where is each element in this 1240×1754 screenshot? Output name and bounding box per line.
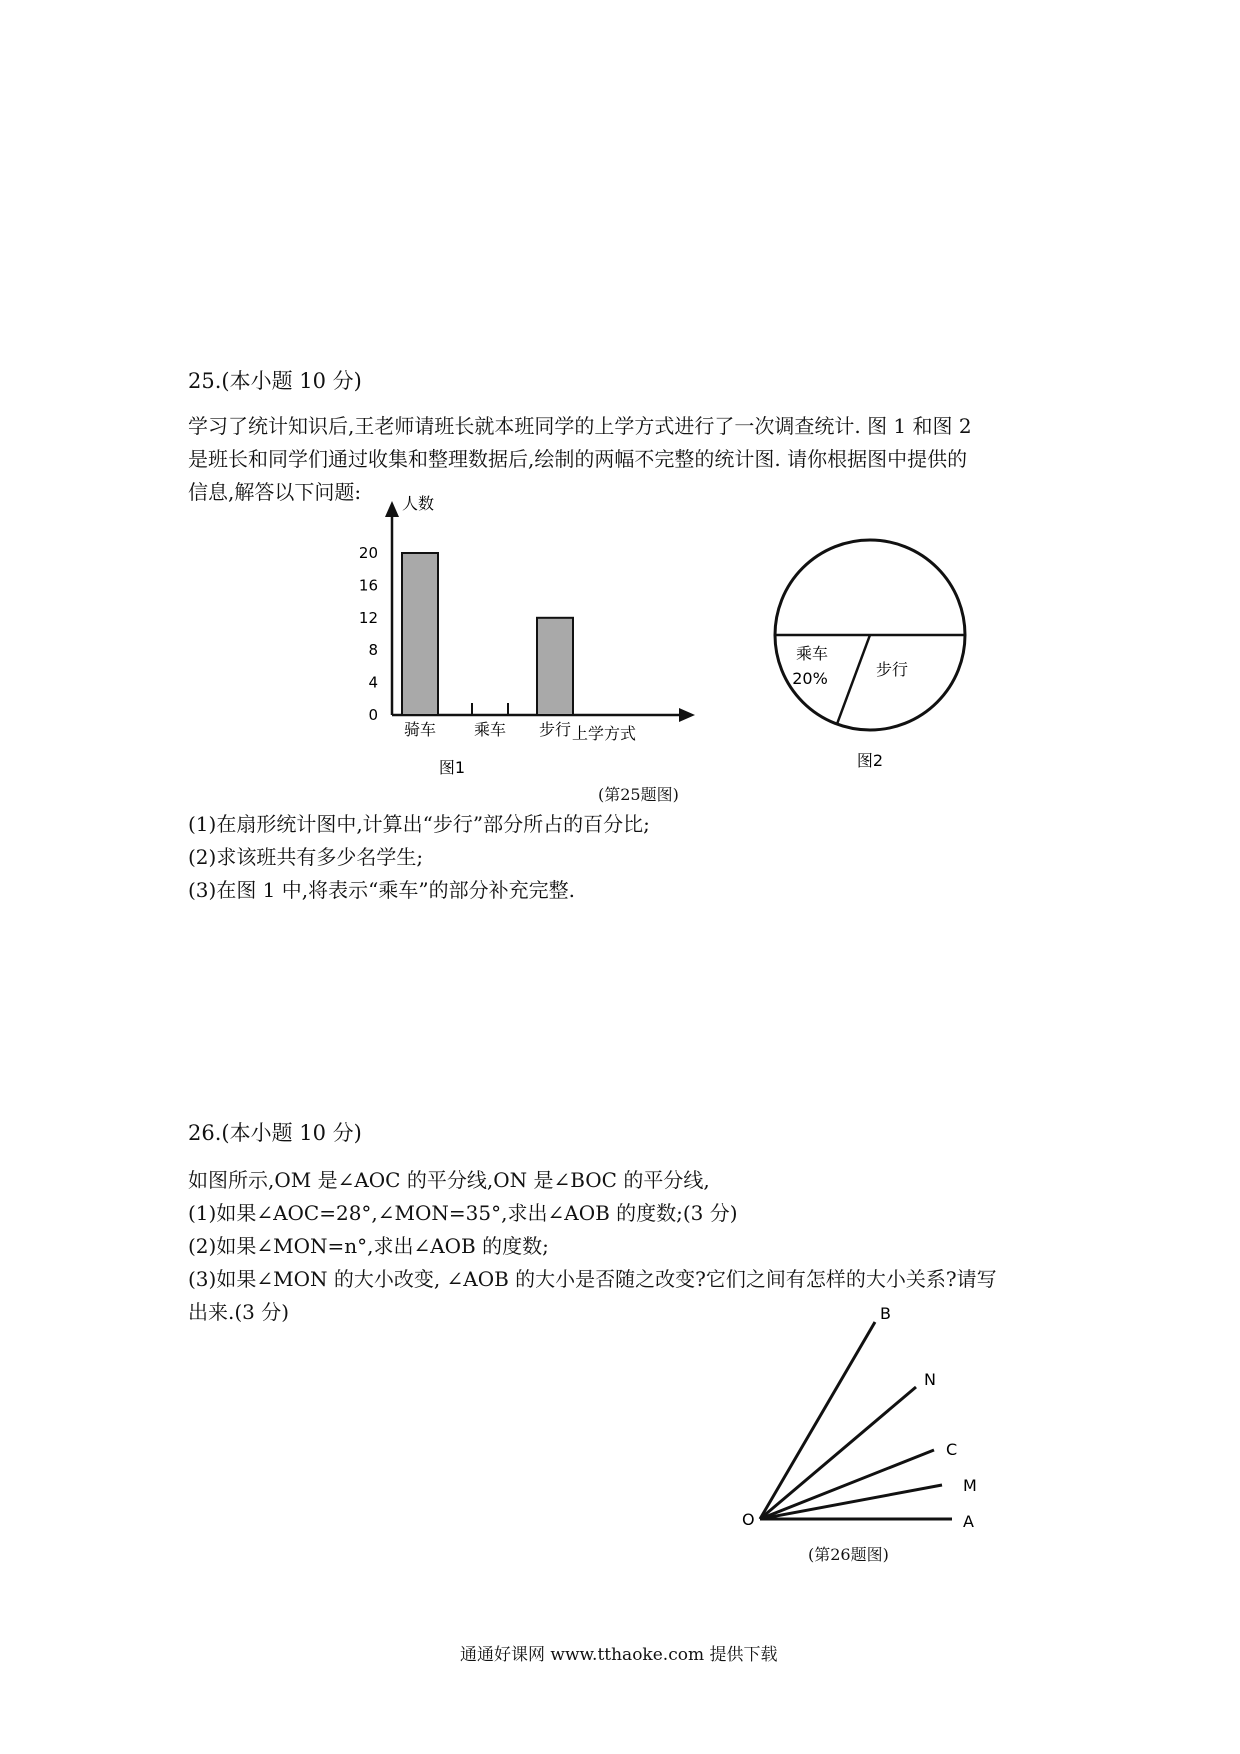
bar-chart: [350, 495, 730, 785]
q26-line-4: (3)如果∠MON 的大小改变, ∠AOB 的大小是否随之改变?它们之间有怎样的大小关系?请写: [188, 1267, 997, 1291]
y-tick-label: 12: [358, 608, 378, 627]
page-footer: 通通好课网 www.tthaoke.com 提供下载: [460, 1645, 778, 1665]
q25-intro-line-2: 是班长和同学们通过收集和整理数据后,绘制的两幅不完整的统计图. 请你根据图中提供的: [188, 447, 968, 471]
pie-slice-value-bus: 20%: [792, 669, 828, 688]
y-tick-label: 0: [368, 706, 378, 724]
bar-2: [537, 618, 573, 715]
x-tick-label: 骑车: [403, 720, 437, 739]
x-tick-label: 步行: [538, 720, 572, 739]
point-label-o: O: [742, 1510, 755, 1529]
point-label-b: B: [880, 1304, 891, 1323]
angle-diagram: [730, 1295, 990, 1565]
q25-heading: 25.(本小题 10 分): [188, 369, 362, 393]
q26-line-1: 如图所示,OM 是∠AOC 的平分线,ON 是∠BOC 的平分线,: [188, 1168, 710, 1192]
ray-on: [760, 1387, 916, 1519]
pie-chart-title: 图2: [856, 751, 884, 770]
y-axis-label: 人数: [402, 495, 435, 513]
x-axis-arrow: [679, 708, 695, 722]
q25-question-3: (3)在图 1 中,将表示“乘车”的部分补充完整.: [188, 878, 575, 902]
x-tick-label: 乘车: [473, 720, 507, 739]
point-label-m: M: [963, 1476, 977, 1495]
q26-heading: 26.(本小题 10 分): [188, 1121, 362, 1145]
ray-om: [760, 1485, 942, 1519]
point-label-a: A: [963, 1512, 974, 1531]
q26-line-3: (2)如果∠MON=n°,求出∠AOB 的度数;: [188, 1234, 549, 1258]
pie-slice-divider-diagonal: [837, 635, 870, 724]
q25-intro-line-3: 信息,解答以下问题:: [188, 480, 362, 504]
bar-chart-title: 图1: [438, 758, 466, 777]
y-tick-label: 20: [358, 544, 378, 562]
point-label-c: C: [946, 1440, 958, 1459]
q26-figure-caption: (第26题图): [808, 1545, 889, 1564]
bar-0: [402, 553, 438, 715]
q25-question-2: (2)求该班共有多少名学生;: [188, 845, 424, 869]
y-tick-label: 16: [358, 576, 378, 595]
y-tick-label: 8: [368, 641, 378, 660]
q26-line-2: (1)如果∠AOC=28°,∠MON=35°,求出∠AOB 的度数;(3 分): [188, 1201, 738, 1225]
ray-ob: [760, 1322, 875, 1519]
ray-oc: [760, 1450, 934, 1519]
pie-slice-label-bus: 乘车: [795, 644, 829, 663]
q25-question-1: (1)在扇形统计图中,计算出“步行”部分所占的百分比;: [188, 812, 650, 836]
y-tick-label: 4: [368, 673, 378, 692]
x-axis-label: 上学方式: [572, 724, 637, 743]
pie-slice-label-walking: 步行: [875, 660, 909, 679]
y-axis-arrow: [385, 501, 399, 517]
pie-chart: [760, 525, 980, 785]
q25-intro-line-1: 学习了统计知识后,王老师请班长就本班同学的上学方式进行了一次调查统计. 图 1 和图 2: [188, 414, 972, 438]
point-label-n: N: [924, 1370, 936, 1389]
q25-figure-caption: (第25题图): [598, 785, 679, 804]
q26-line-5: 出来.(3 分): [188, 1300, 290, 1324]
